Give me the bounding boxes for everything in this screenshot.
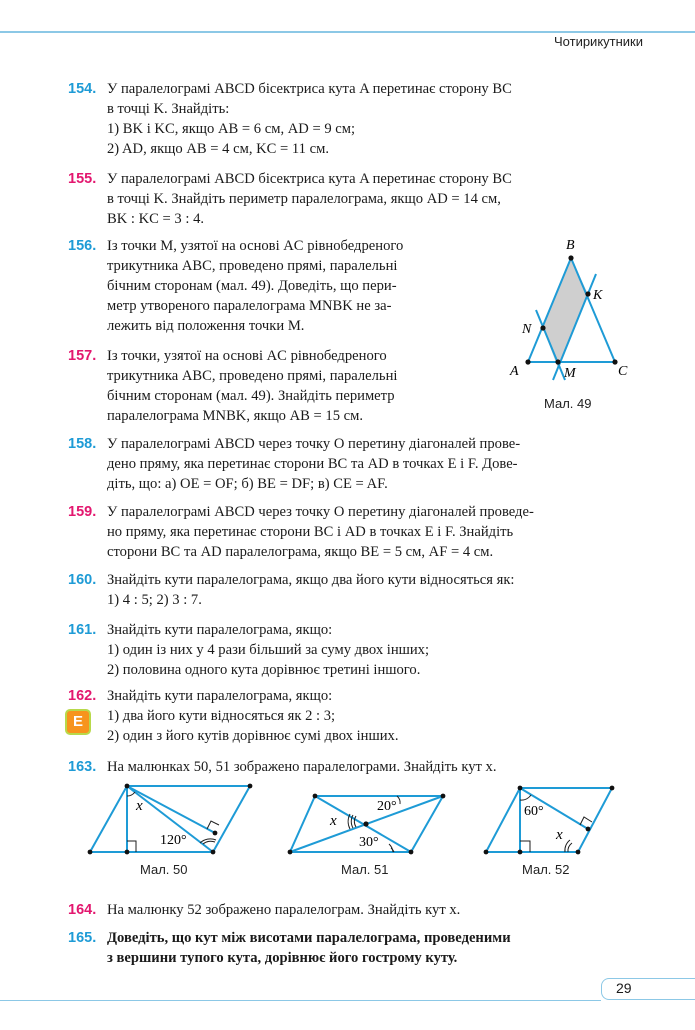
problem-text: паралелограма MNBK, якщо AB = 15 см. [107, 408, 364, 424]
problem-number: 155. [68, 171, 97, 187]
problem-text: У паралелограмі ABCD через точку O перетину діагоналей прове- [107, 436, 521, 452]
footer-rule [0, 1000, 601, 1001]
problem-158 [68, 434, 648, 494]
problem-text: трикутника ABC, проведено прямі, паралельні [107, 258, 398, 274]
problem-text: 2) половина одного кута дорівнює третині іншого. [107, 662, 421, 678]
problem-text: У паралелограмі ABCD бісектриса кута A перетинає сторону BC [107, 171, 512, 187]
problem-165 [68, 928, 648, 968]
problem-text: У паралелограмі ABCD через точку O перетину діагоналей проведе- [107, 504, 534, 520]
problem-text: На малюнках 50, 51 зображено паралелограми. Знайдіть кут x. [107, 759, 497, 775]
problem-text: 1) BK і KC, якщо AB = 6 см, AD = 9 см; [107, 121, 356, 137]
problem-number: 160. [68, 572, 97, 588]
problem-text: 1) два його кути відносяться як 2 : 3; [107, 708, 336, 724]
figure-50-drawing [82, 780, 257, 858]
problem-text: но пряму, яка перетинає сторони BC і AD в точках E і F. Знайдіть [107, 524, 514, 540]
problem-161 [68, 620, 648, 680]
problem-text: лежить від положення точки M. [107, 318, 305, 334]
problem-number: 156. [68, 238, 97, 254]
angle-120-label: 120° [160, 833, 187, 848]
problem-text: Доведіть, що кут між висотами паралелограма, проведеними [107, 930, 511, 946]
problem-162 [68, 686, 648, 746]
problem-text: в точці K. Знайдіть: [107, 101, 230, 117]
problem-number: 154. [68, 81, 97, 97]
problem-163 [68, 757, 648, 777]
problem-text: Знайдіть кути паралелограма, якщо два його кути відносяться як: [107, 572, 515, 588]
label-b: B [566, 238, 575, 253]
problem-text: 1) 4 : 5; 2) 3 : 7. [107, 592, 202, 608]
problem-text: У паралелограмі ABCD бісектриса кута A перетинає сторону BC [107, 81, 512, 97]
problem-text: 2) AD, якщо AB = 4 см, KC = 11 см. [107, 141, 329, 157]
problem-157 [68, 346, 488, 426]
figure-50-caption: Мал. 50 [140, 862, 188, 877]
problem-number: 165. [68, 930, 97, 946]
figure-49 [500, 232, 650, 422]
page-number: 29 [616, 980, 632, 996]
problem-text: трикутника ABC, проведено прямі, паралельні [107, 368, 398, 384]
problem-text: з вершини тупого кута, дорівнює його гострому куту. [107, 950, 458, 966]
problem-text: бічним сторонам (мал. 49). Знайдіть периметр [107, 388, 395, 404]
figure-52-drawing [480, 780, 630, 858]
problem-text: бічним сторонам (мал. 49). Доведіть, що пери- [107, 278, 397, 294]
problem-text: Із точки, узятої на основі AC рівнобедреного [107, 348, 387, 364]
label-c: C [618, 364, 628, 379]
label-a: A [510, 364, 519, 379]
problem-text: На малюнку 52 зображено паралелограм. Знайдіть кут x. [107, 902, 461, 918]
figure-51-drawing [283, 780, 458, 858]
problem-text: в точці K. Знайдіть периметр паралелограма, якщо AD = 14 см, [107, 191, 501, 207]
angle-30-label: 30° [359, 835, 379, 850]
figure-49-caption: Мал. 49 [544, 396, 592, 411]
label-k: K [593, 288, 603, 303]
problem-156 [68, 236, 488, 336]
figure-52-caption: Мал. 52 [522, 862, 570, 877]
problem-text: діть, що: а) OE = OF; б) BE = DF; в) CE = AF. [107, 476, 388, 492]
angle-x-label: x [136, 798, 143, 814]
problem-text: метр утвореного паралелограма MNBK не за- [107, 298, 392, 314]
problem-155 [68, 169, 648, 229]
angle-x-label: x [556, 827, 563, 843]
problem-number: 163. [68, 759, 97, 775]
label-m: M [564, 366, 576, 381]
figure-51 [283, 780, 458, 880]
figure-49-drawing [500, 232, 650, 382]
problem-159 [68, 502, 648, 562]
e-level-badge: E [65, 709, 91, 735]
problem-text: Із точки M, узятої на основі AC рівнобедреного [107, 238, 404, 254]
figure-50 [82, 780, 257, 880]
problem-number: 164. [68, 902, 97, 918]
problem-number: 158. [68, 436, 97, 452]
angle-x-label: x [330, 813, 337, 829]
problem-number: 161. [68, 622, 97, 638]
problem-164 [68, 900, 648, 920]
problem-text: дено пряму, яка перетинає сторони BC та AD в точках E і F. Дове- [107, 456, 518, 472]
figure-52 [480, 780, 630, 880]
problem-text: Знайдіть кути паралелограма, якщо: [107, 688, 333, 704]
problem-154 [68, 79, 648, 159]
problem-text: Знайдіть кути паралелограма, якщо: [107, 622, 333, 638]
angle-60-label: 60° [524, 804, 544, 819]
problem-text: 2) один з його кутів дорівнює сумі двох інших. [107, 728, 399, 744]
label-n: N [522, 322, 532, 337]
problem-text: 1) один із них у 4 рази більший за суму двох інших; [107, 642, 430, 658]
problem-number: 159. [68, 504, 97, 520]
problem-text: сторони BC та AD паралелограма, якщо BE = 5 см, AF = 4 см. [107, 544, 494, 560]
problem-160 [68, 570, 648, 610]
angle-20-label: 20° [377, 799, 397, 814]
header-rule [0, 31, 695, 33]
problem-number: 162. [68, 688, 97, 704]
figure-51-caption: Мал. 51 [341, 862, 389, 877]
running-header: Чотирикутники [554, 34, 643, 49]
problem-number: 157. [68, 348, 97, 364]
problem-text: BK : KC = 3 : 4. [107, 211, 205, 227]
